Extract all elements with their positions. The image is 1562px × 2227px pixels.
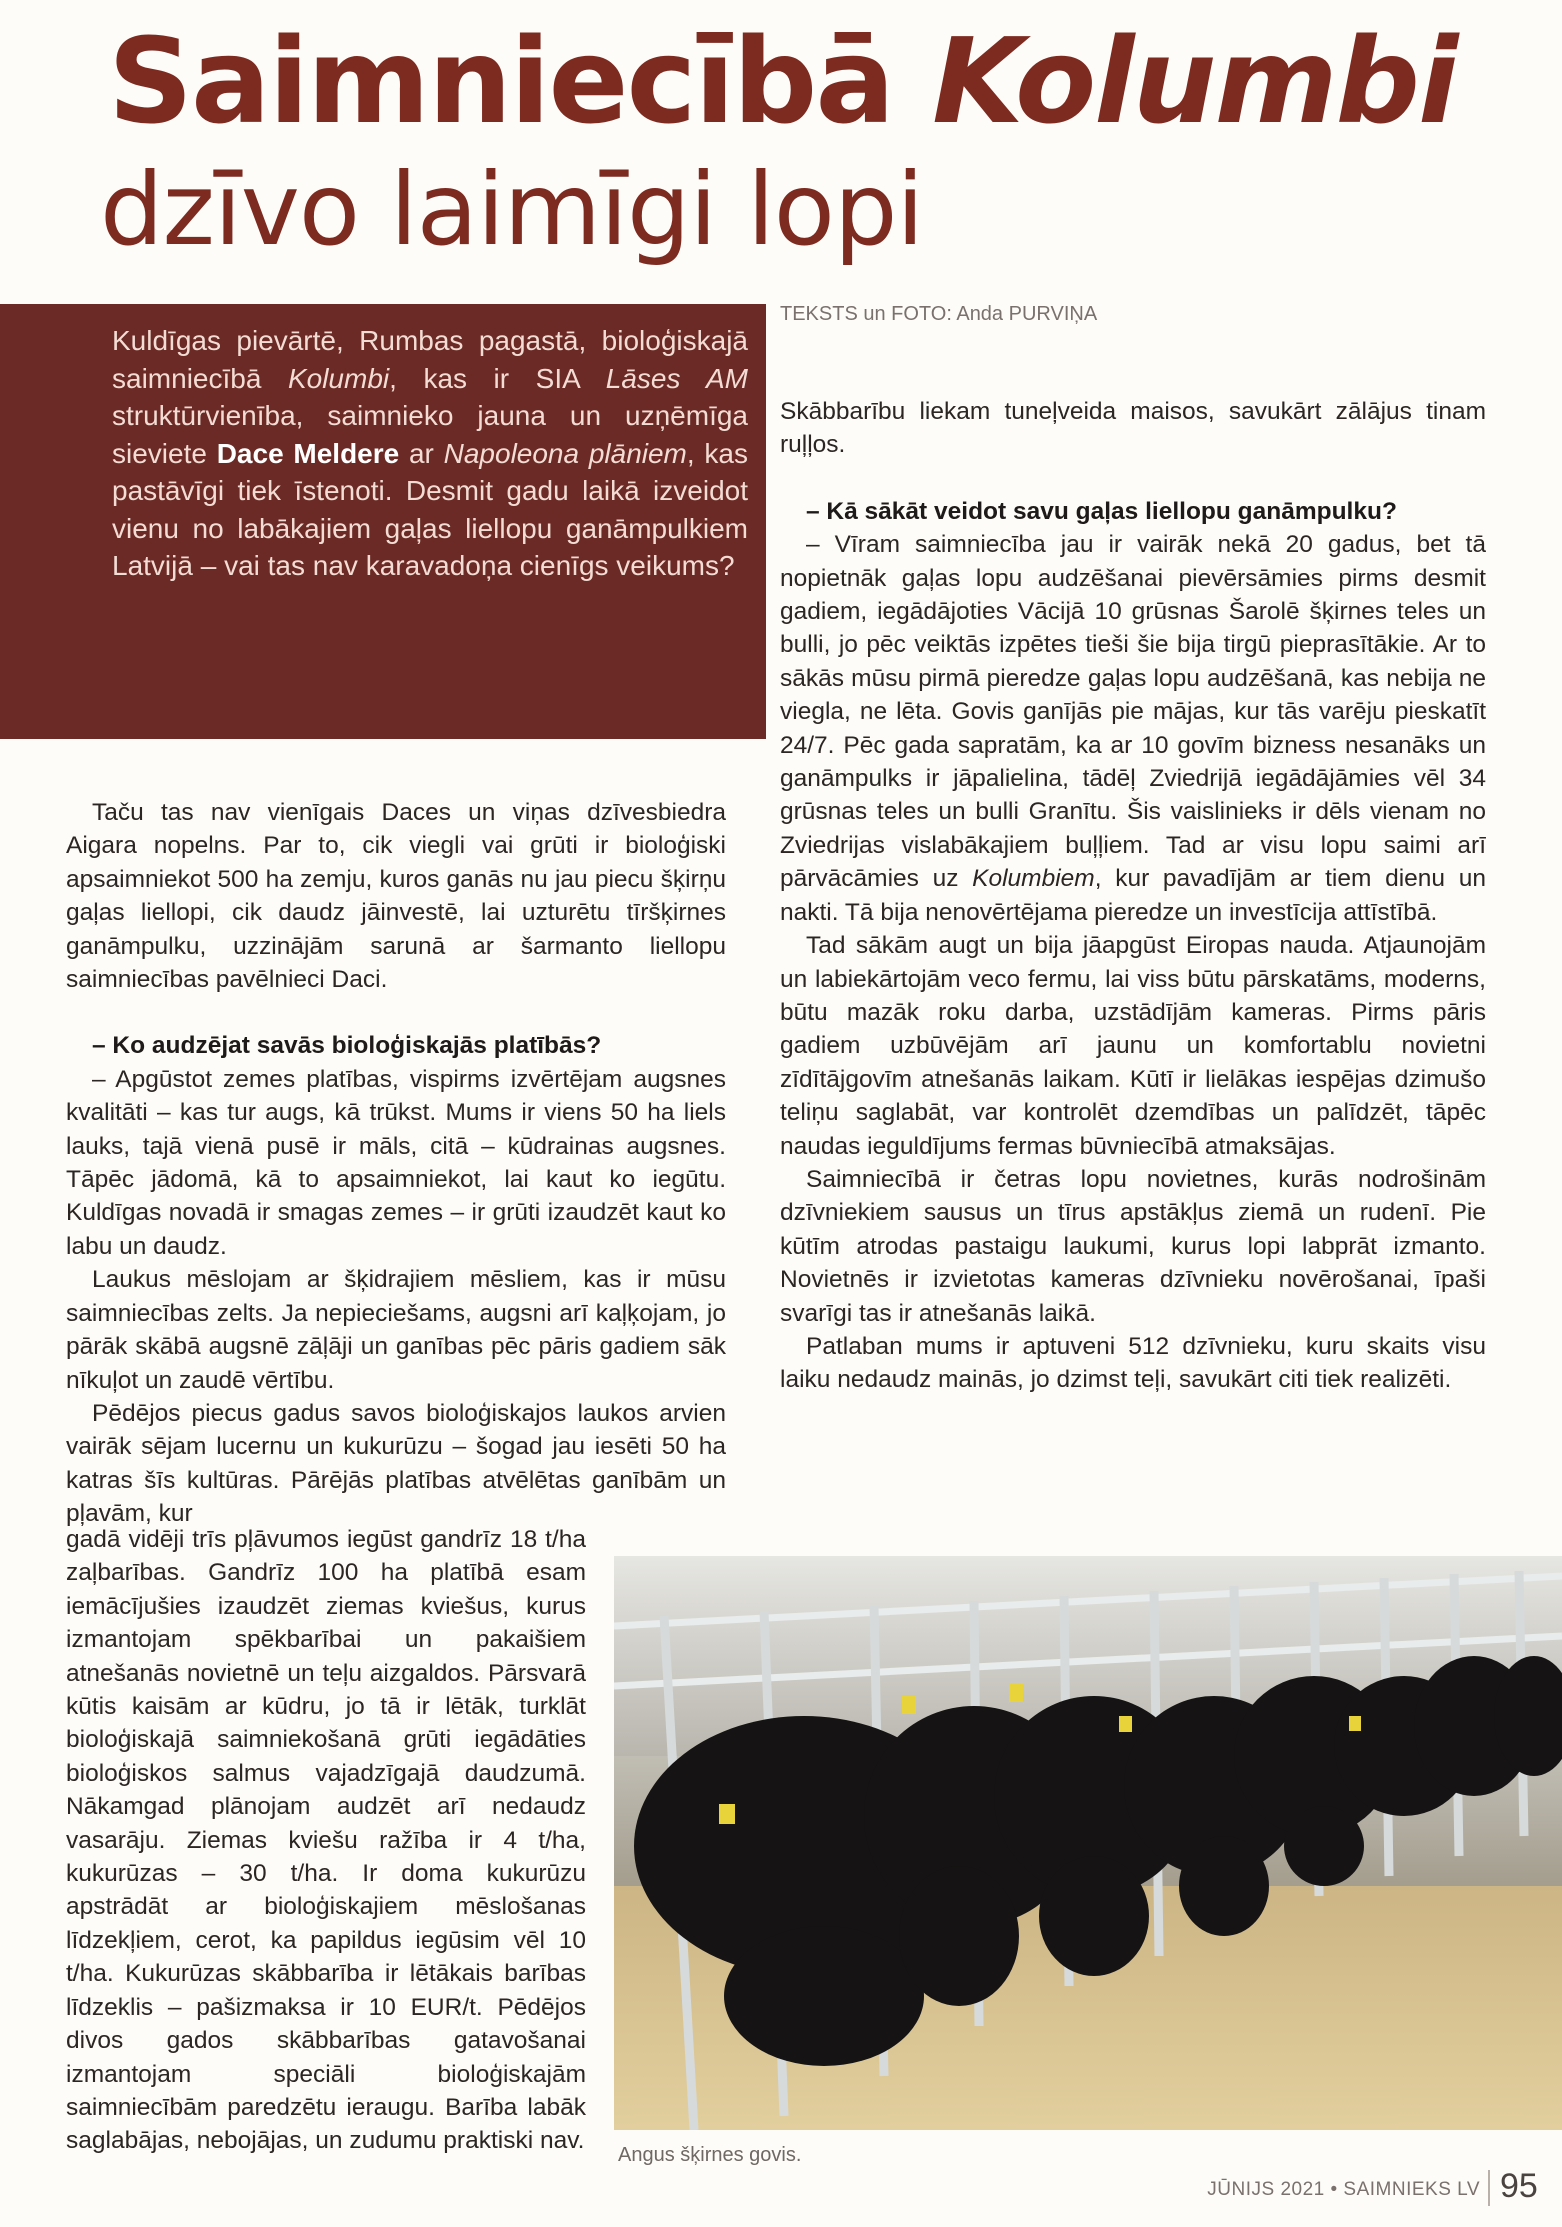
intro-paragraph: Taču tas nav vienīgais Daces un viņas dzīvesbiedra Aigara nopelns. Par to, cik viegli vai grūti ir bioloģiski apsaimniekot 500 ha zemju, kuros ganās nu jau piecu šķirņu gaļas liellopi, cik daudz jāinvestē, lai uzturētu tīršķirnes ganāmpulku, uzzinājām sarunā ar šarmanto liellopu saimniecības pavēlnieci Daci. [66, 799, 726, 994]
footer-divider [1488, 2170, 1490, 2206]
title-italic: Kolumbi [932, 12, 1457, 150]
body-paragraph: Skābbarību liekam tuneļveida maisos, savukārt zālājus tinam ruļļos. [780, 398, 1486, 459]
farm-name: Kolumbiem [972, 865, 1095, 893]
issue-footer: JŪNIJS 2021 • SAIMNIEKS LV [1207, 2179, 1480, 2200]
article-title-line-2: dzīvo laimīgi lopi [100, 151, 924, 268]
photo-caption: Angus šķirnes govis. [618, 2144, 802, 2166]
lead-text: , kas ir SIA [389, 362, 606, 394]
lead-text: Kuldīgas pievārtē, Rumbas pagastā, bioloģiskajā saimniecībā [112, 325, 748, 394]
cattle-illustration [614, 1556, 1562, 2130]
author-credit: TEKSTS un FOTO: Anda PURVIŅA [780, 303, 1098, 325]
right-column [780, 395, 1486, 1397]
body-paragraph: Patlaban mums ir aptuveni 512 dzīvnieku, kuru skaits visu laiku nedaudz mainās, jo dzimst teļi, savukārt citi tiek realizēti. [780, 1332, 1486, 1394]
lead-text: , kas pastāvīgi tiek īstenoti. Desmit gadu laikā izveidot vienu no labākajiem gaļas liellopu ganāmpulkiem Latvijā – vai tas nav karavadoņa cienīgs veikums? [112, 437, 748, 581]
answer-text: – Vīram saimniecība jau ir vairāk nekā 20 gadus, bet tā nopietnāk gaļas lopu audzēšanai pievērsāmies pirms desmit gadiem, iegādājoties Vācijā 10 grūsnas Šarolē šķirnes teles un bulli, jo pēc veiktās izpētes tieši šie bija tirgū pieprasītākie. Ar to sākās mūsu pirmā pieredze gaļas lopu audzēšanā, kas nebija ne viegla, ne lēta. Govis ganījās pie mājas, kur tās varēju pieskatīt 24/7. Pēc gada sapratām, ka ar 10 govīm bizness nesanāks un ganāmpulks ir jāpalielina, tādēļ Zviedrijā iegādājāmies vēl 34 grūsnas teles un bulli Granītu. Šis vaislinieks ir dēls vienam no Zviedrijas vislabākajiem buļļiem. Tad ar visu lopu saimi arī pārvācāmies uz [780, 531, 1486, 893]
lead-text: struktūrvienība, saimnieko jauna un uzņēmīga sieviete [112, 400, 748, 469]
spacer [780, 462, 1486, 495]
body-paragraph: Pēdējos piecus gadus savos bioloģiskajos laukos arvien vairāk sējam lucernu un kukurūzu – šogad jau iesēti 50 ha katras šīs kultūras. Pārējās platības atvēlētas ganībām un pļavām, kur [66, 1399, 726, 1528]
body-paragraph: Laukus mēslojam ar šķidrajiem mēsliem, kas ir mūsu saimniecības zelts. Ja nepieciešams, augsni arī kaļķojam, jo pārāk skābā augsnē zāļāji un ganības pēc pāris gadiem sāk nīkuļot un zaudē vērtību. [66, 1266, 726, 1394]
article-title-line-1 [108, 6, 1548, 156]
cattle-photo [614, 1556, 1562, 2130]
lead-company-name: Lāses AM [605, 362, 748, 394]
page-number: 95 [1500, 2167, 1538, 2205]
left-column [66, 796, 726, 1531]
question-heading: – Ko audzējat savās bioloģiskajās platībās? [92, 1032, 602, 1060]
title-plain: Saimniecībā [108, 12, 933, 150]
lead-italic-phrase: Napoleona plāniem [443, 437, 687, 469]
left-column-continued [66, 1523, 586, 2158]
body-paragraph: gadā vidēji trīs pļāvumos iegūst gandrīz 18 t/ha zaļbarības. Gandrīz 100 ha platībā esam iemācījušies izaudzēt ziemas kviešus, kurus izmantojam spēkbarībai un pakaišiem atnešanās novietnē un teļu aizgaldos. Pārsvarā kūtis kaisām ar kūdru, jo tā ir lētāk, turklāt bioloģiskajā saimniekošanā grūti iegādāties bioloģiskos salmus vajadzīgajā daudzumā. Nākamgad plānojam audzēt arī nedaudz vasarāju. Ziemas kviešu ražība ir 4 t/ha, kukurūzas – 30 t/ha. Ir doma kukurūzu apstrādāt ar bioloģiskajiem mēslošanas līdzekļiem, cerot, ka papildus iegūsim vēl 10 t/ha. Kukurūzas skābbarība ir lētākais barības līdzeklis – pašizmaksa ir 10 EUR/t. Pēdējos divos gados skābbarības gatavošanai izmantojam speciāli bioloģiskajām saimniecībām paredzētu ieraugu. Barība labāk saglabājas, nebojājas, un zudumu praktiski nav. [66, 1526, 586, 2155]
answer-paragraph [780, 528, 1486, 929]
body-paragraph: Tad sākām augt un bija jāapgūst Eiropas nauda. Atjaunojām un labiekārtojām veco fermu, lai viss būtu pārskatāms, moderns, būtu mazāk roku darba, uzstādījām kameras. Pirms pāris gadiem uzbūvējām arī jaunu un komfortablu novietni zīdītājgovīm atnešanās laikam. Kūtī ir lielākas iespējas dzimušo teliņu saglabāt, var kontrolēt dzemdības un palīdzēt, tāpēc naudas ieguldījums fermas būvniecībā atmaksājas. [780, 932, 1486, 1160]
spacer [66, 996, 726, 1029]
body-paragraph: Saimniecībā ir četras lopu novietnes, kurās nodrošinām dzīvniekiem sausus un tīrus apstākļus ziemā un rudenī. Pie kūtīm atrodas pastaigu laukumi, kurus lopi labprāt izmanto. Novietnēs ir izvietotas kameras dzīvnieku novērošanai, īpaši svarīgi tas ir atnešanās laikā. [780, 1165, 1486, 1327]
lead-text: ar [399, 437, 444, 469]
lead-farm-name: Kolumbi [287, 362, 390, 394]
answer-text: , kur pavadījām ar tiem dienu un nakti. Tā bija nenovērtējama pieredze un investīcija attīstībā. [780, 865, 1486, 926]
lead-person-name: Dace Meldere [216, 437, 400, 469]
lead-paragraph [112, 322, 748, 585]
question-heading: – Kā sākāt veidot savu gaļas liellopu ganāmpulku? [806, 497, 1397, 525]
answer-paragraph: – Apgūstot zemes platības, vispirms izvērtējam augsnes kvalitāti – kas tur augs, kā trūkst. Mums ir viens 50 ha liels lauks, tajā vienā pusē ir māls, citā – kūdrainas augsnes. Tāpēc jādomā, kā to apsaimniekot, lai kaut ko iegūtu. Kuldīgas novadā ir smagas zemes – ir grūti izaudzēt kaut ko labu un daudz. [66, 1065, 726, 1260]
